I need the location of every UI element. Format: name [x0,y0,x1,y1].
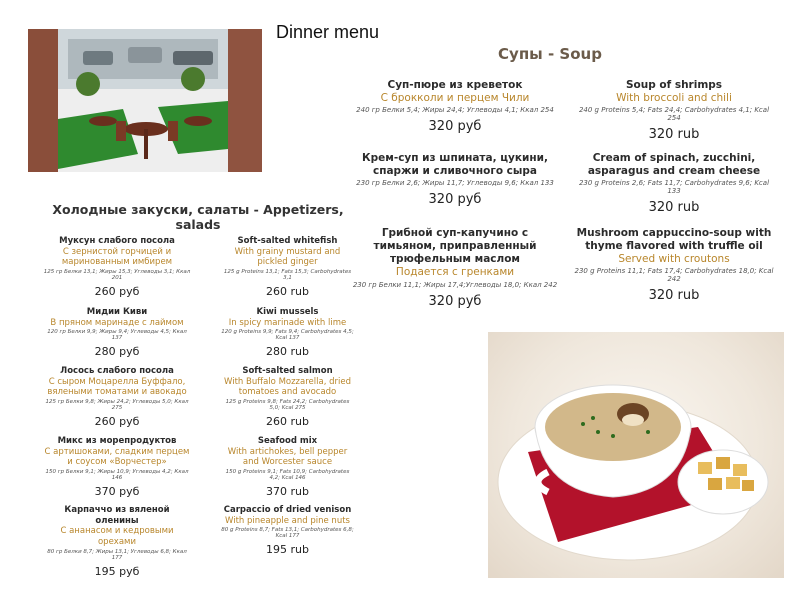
dish-price: 195 rub [266,543,309,557]
restaurant-interior-photo [28,29,262,172]
dish-description: В пряном маринаде с лаймом [50,317,184,328]
dish-price: 320 руб [428,293,482,309]
dish-name: Soft-salted whitefish [237,236,338,246]
appetizer-item-ru [42,366,192,428]
nutrition-info: 230 гр Белки 2,6; Жиры 11,7; Углеводы 9,6; Ккал 133 [356,179,554,188]
nutrition-info: 230 g Proteins 2,6; Fats 11,7; Carbohydrates 9,6; Kcal 133 [578,179,770,196]
appetizer-item-en [220,436,355,498]
dish-name: Kiwi mussels [256,307,319,317]
dish-description: With grainy mustard and pickled ginger [234,246,341,268]
dish-price: 320 руб [428,119,482,135]
dish-name: Крем-суп из шпината, цукини, спаржи и сливочного сыра [362,152,548,178]
dish-name: Мидии Киви [86,307,148,317]
dish-price: 320 rub [648,127,700,143]
dish-name: Cream of spinach, zucchini, asparagus and cream cheese [587,152,761,178]
nutrition-info: 80 гр Белки 8,7; Жиры 13,1; Углеводы 6,8; Ккал 177 [47,548,187,561]
dish-description: Served with croutons [618,253,730,266]
appetizer-item-en [220,236,355,298]
appetizer-item-en [220,505,355,556]
dish-price: 370 rub [266,484,309,498]
dish-price: 320 rub [648,288,700,304]
dish-description: With Buffalo Mozzarella, dried tomatoes and avocado [224,376,351,398]
nutrition-info: 125 гр Белки 9,8; Жиры 24,2; Углеводы 5,0; Ккал 275 [45,398,189,411]
appetizer-item-en [220,366,355,428]
soup-item-ru [350,227,560,309]
dish-price: 320 руб [428,192,482,208]
dish-price: 195 руб [94,564,140,578]
dish-description: С ананасом и кедровыми орехами [60,526,174,547]
soup-item-en [573,152,775,215]
appetizers-section-title: Холодные закуски, салаты - Appetizers, salads [52,202,344,232]
dish-description: Подается с гренками [395,266,515,279]
dish-description: In spicy marinade with lime [228,317,347,328]
nutrition-info: 240 гр Белки 5,4; Жиры 24,4; Углеводы 4,1; Ккал 254 [356,106,554,115]
dish-price: 320 rub [648,200,700,216]
appetizer-item-ru [42,307,192,358]
mushroom-soup-photo [488,332,784,578]
dish-name: Муксун слабого посола [59,236,175,246]
dish-name: Soup of shrimps [625,79,723,91]
page-title: Dinner menu [276,22,380,42]
nutrition-info: 150 g Proteins 9,1; Fats 10,9; Carbohydrates 4,2; Kcal 146 [225,468,350,481]
dish-name: Грибной суп-капучино с тимьяном, приправленный трюфельным маслом [373,227,537,266]
dish-description: С артишоками, сладким перцем и соусом «Ворчестер» [44,446,190,468]
nutrition-info: 125 g Proteins 13,1; Fats 15,3; Carbohydrates 3,1 [223,268,352,281]
dish-name: Микс из морепродуктов [57,436,177,446]
dish-name: Лосось слабого посола [60,366,174,376]
dish-price: 370 руб [94,484,140,498]
soup-item-en [573,227,775,303]
appetizer-item-ru [42,436,192,498]
nutrition-info: 125 g Proteins 9,8; Fats 24,2; Carbohydrates 5,0; Kcal 275 [225,398,350,411]
dish-description: С сыром Моцарелла Буффало, вялеными томатами и авокадо [47,376,187,398]
dish-name: Seafood mix [257,436,318,446]
dish-price: 260 rub [266,284,309,298]
dish-price: 280 rub [266,345,309,359]
dish-name: Mushroom cappuccino-soup with thyme flavored with truffle oil [576,227,772,253]
dish-description: С зернистой горчицей и маринованным имбирем [61,246,173,268]
soup-item-ru [355,79,555,134]
nutrition-info: 150 гр Белки 9,1; Жиры 10,9; Углеводы 4,2; Ккал 146 [45,468,189,481]
dish-price: 260 rub [266,414,309,428]
nutrition-info: 120 g Proteins 9,9; Fats 9,4; Carbohydrates 4,5; Kcal 137 [221,329,354,342]
dish-name: Карпаччо из вяленой оленины [64,505,170,526]
dish-price: 260 руб [94,284,140,298]
nutrition-info: 120 гр Белки 9,9; Жиры 9,4; Углеводы 4,5; Ккал 137 [47,329,187,342]
appetizer-item-ru [42,236,192,298]
nutrition-info: 80 g Proteins 8,7; Fats 13,1; Carbohydrates 6,8; Kcal 177 [221,527,354,540]
dish-name: Суп-пюре из креветок [387,79,523,91]
dish-description: With pineapple and pine nuts [225,515,350,526]
appetizer-item-en [220,307,355,358]
nutrition-info: 125 гр Белки 13,1; Жиры 15,3; Углеводы 3,1; Ккал 201 [43,268,191,281]
dish-name: Carpaccio of dried venison [223,505,352,515]
soup-cup-illustration [488,332,784,578]
nutrition-info: 230 гр Белки 11,1; Жиры 17,4;Углеводы 18,0; Ккал 242 [352,280,558,289]
nutrition-info: 240 g Proteins 5,4; Fats 24,4; Carbohydrates 4,1; Kcal 254 [578,106,770,123]
soup-item-ru [355,152,555,207]
dish-price: 260 руб [94,414,140,428]
dish-name: Soft-salted salmon [242,366,333,376]
nutrition-info: 230 g Proteins 11,1; Fats 17,4; Carbohydrates 18,0; Kcal 242 [574,267,774,284]
restaurant-interior-illustration [28,29,262,172]
appetizer-item-ru [42,505,192,578]
soup-section-title: Супы - Soup [498,45,602,63]
soup-item-en [573,79,775,142]
dish-description: С брокколи и перцем Чили [380,92,530,105]
dish-description: With artichokes, bell pepper and Worcester sauce [227,446,348,468]
dish-price: 280 руб [94,345,140,359]
dish-description: With broccoli and chili [616,92,732,105]
